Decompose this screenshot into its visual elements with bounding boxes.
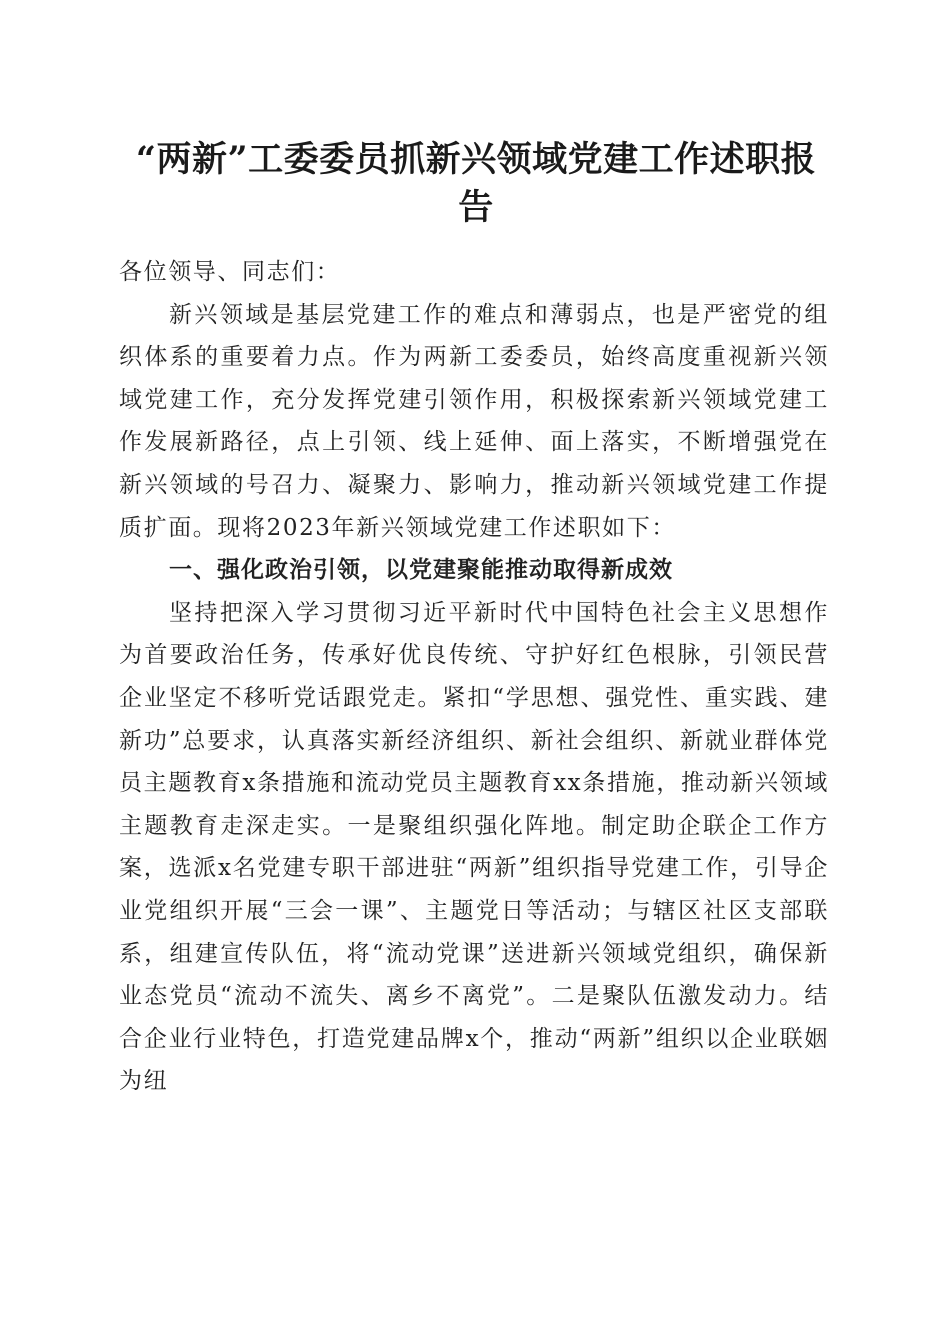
intro-paragraph: 新兴领域是基层党建工作的难点和薄弱点，也是严密党的组织体系的重要着力点。作为两新工委委员，始终高度重视新兴领域党建工作，充分发挥党建引领作用，积极探索新兴领域党建工作发展新路径，点上引领、线上延伸、面上落实，不断增强党在新兴领域的号召力、凝聚力、影响力，推动新兴领域党建工作提质扩面。现将2023年新兴领域党建工作述职如下： <box>119 301 829 541</box>
section-paragraph: 坚持把深入学习贯彻习近平新时代中国特色社会主义思想作为首要政治任务，传承好优良传统、守护好红色根脉，引领民营企业坚定不移听党话跟党走。紧扣“学思想、强党性、重实践、建新功”总要求，认真落实新经济组织、新社会组织、新就业群体党员主题教育x条措施和流动党员主题教育xx条措施，推动新兴领域主题教育走深走实。一是聚组织强化阵地。制定助企联企工作方案，选派x名党建专职干部进驻“两新”组织指导党建工作，引导企业党组织开展“三会一课”、主题党日等活动；与辖区社区支部联系，组建宣传队伍，将“流动党课”送进新兴领域党组织，确保新业态党员“流动不流失、离乡不离党”。二是聚队伍激发动力。结合企业行业特色，打造党建品牌x个，推动“两新”组织以企业联姻为纽 <box>119 599 829 1095</box>
salutation: 各位领导、同志们： <box>119 259 341 285</box>
section-heading: 一、强化政治引领，以党建聚能推动取得新成效 <box>169 557 673 584</box>
document-body <box>119 251 829 1103</box>
document-title: “两新”工委委员抓新兴领域党建工作述职报告 <box>135 139 817 228</box>
